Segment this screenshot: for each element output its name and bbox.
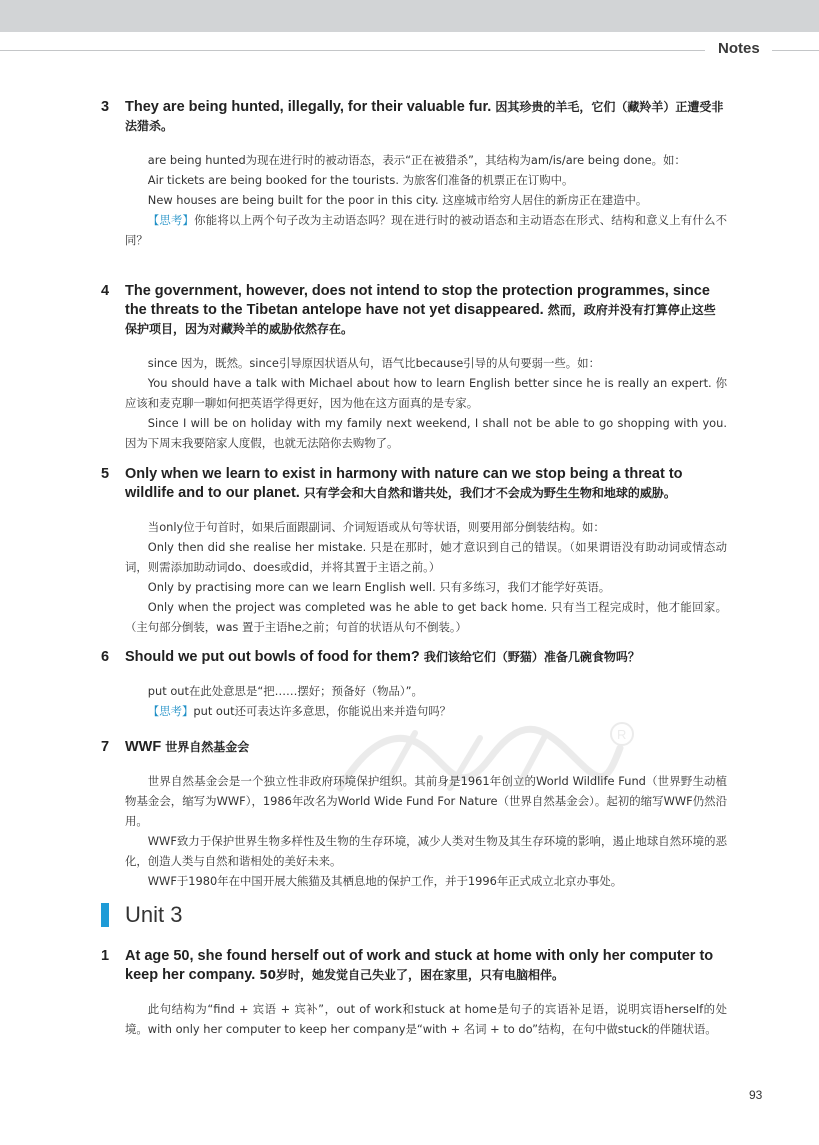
page-number: 93 xyxy=(749,1088,763,1102)
note-heading xyxy=(101,98,727,136)
note-en: They are being hunted, illegally, for their valuable fur. xyxy=(125,99,492,115)
note-7 xyxy=(101,738,727,891)
note-en: At age 50, she found herself out of work and stuck at home with only her computer to keep her company. xyxy=(125,948,714,983)
note-6 xyxy=(101,648,727,721)
note-paragraph: Since I will be on holiday with my family next weekend, I shall not be able to go shopping with you. 因为下周末我要陪家人度假，也就无法陪你去购物了。 xyxy=(125,416,727,450)
note-zh: 只有学会和大自然和谐共处，我们才不会成为野生生物和地球的威胁。 xyxy=(303,486,676,500)
note-3 xyxy=(101,98,727,250)
notes-rule-left xyxy=(0,50,705,51)
note-heading xyxy=(101,947,727,985)
note-paragraph: 世界自然基金会是一个独立性非政府环境保护组织。其前身是1961年创立的World Wildlife Fund（世界野生动植物基金会，缩写为WWF），1986年改名为World Wide Fund For Nature（世界自然基金会）。起初的缩写WWF仍然沿用。 xyxy=(125,774,727,828)
note-paragraph: New houses are being built for the poor in this city. 这座城市给穷人居住的新房正在建造中。 xyxy=(147,193,648,207)
note-heading xyxy=(101,648,727,667)
notes-rule-right xyxy=(772,50,819,51)
think-tag: 【思考】 xyxy=(147,213,195,227)
note-en: WWF xyxy=(125,739,162,755)
note-number: 3 xyxy=(101,99,110,115)
note-paragraph: are being hunted为现在进行时的被动语态，表示“正在被猎杀”，其结构为am/is/are being done。如： xyxy=(147,153,686,167)
note-zh: 然而，政府并没有打算停止这些保护项目，因为对藏羚羊的威胁依然存在。 xyxy=(125,303,716,336)
note-body xyxy=(101,150,727,250)
note-4 xyxy=(101,282,727,453)
note-paragraph: since 因为，既然。since引导原因状语从句，语气比because引导的从句要弱一些。如： xyxy=(147,356,600,370)
note-body xyxy=(101,681,727,721)
note-body xyxy=(101,771,727,891)
note-paragraph: 此句结构为“find + 宾语 + 宾补”，out of work和stuck at home是句子的宾语补足语，说明宾语herself的处境。with only her computer to keep her company是“with + 名词 + to do”结构，在句中做stuck的伴随状语。 xyxy=(125,1002,727,1036)
note-number: 5 xyxy=(101,466,110,482)
note-paragraph: Air tickets are being booked for the tourists. 为旅客们准备的机票正在订购中。 xyxy=(147,173,574,187)
note-zh: 我们该给它们（野猫）准备几碗食物吗？ xyxy=(423,650,640,664)
think-paragraph: 【思考】put out还可表达许多意思，你能说出来并造句吗？ xyxy=(147,704,451,718)
note-body xyxy=(101,999,727,1039)
note-number: 7 xyxy=(101,739,110,755)
unit-accent-bar xyxy=(101,903,109,927)
note-zh: 因其珍贵的羊毛，它们（藏羚羊）正遭受非法猎杀。 xyxy=(125,100,724,133)
note-5 xyxy=(101,465,727,637)
notes-heading: Notes xyxy=(718,40,760,57)
note-paragraph: Only when the project was completed was he able to get back home. 只有当工程完成时，他才能回家。（主句部分倒装，was 置于主语he之前；句首的状语从句不倒装。） xyxy=(125,600,727,634)
note-heading xyxy=(101,738,727,757)
note-paragraph: WWF于1980年在中国开展大熊猫及其栖息地的保护工作，并于1996年正式成立北京办事处。 xyxy=(147,874,623,888)
note-paragraph: put out在此处意思是“把……摆好；预备好（物品）”。 xyxy=(147,684,423,698)
top-bar xyxy=(0,0,819,32)
note-en: Should we put out bowls of food for them? xyxy=(125,649,420,665)
note-number: 6 xyxy=(101,649,110,665)
note-body xyxy=(101,353,727,453)
note-en: Only when we learn to exist in harmony with nature can we stop being a threat to wildlife and to our planet. xyxy=(125,466,683,501)
note-number: 4 xyxy=(101,283,110,299)
think-paragraph: 【思考】你能将以上两个句子改为主动语态吗？现在进行时的被动语态和主动语态在形式、结构和意义上有什么不同？ xyxy=(125,213,727,247)
think-tag: 【思考】 xyxy=(147,704,194,718)
note-paragraph: 当only位于句首时，如果后面跟副词、介词短语或从句等状语，则要用部分倒装结构。如： xyxy=(147,520,605,534)
note-heading xyxy=(101,465,727,503)
svg-text:R: R xyxy=(617,727,627,742)
unit-title: Unit 3 xyxy=(125,902,183,927)
note-en: The government, however, does not intend to stop the protection programmes, since the threats to the Tibetan antelope have not yet disappeared. xyxy=(125,283,710,318)
note-heading xyxy=(101,282,727,339)
note-paragraph: Only then did she realise her mistake. 只是在那时，她才意识到自己的错误。（如果谓语没有助动词或情态动词，则需添加助动词do、does或did，并将其置于主语之前。） xyxy=(125,540,727,574)
note-number: 1 xyxy=(101,948,110,964)
unit-note-1 xyxy=(101,947,727,1039)
note-paragraph: Only by practising more can we learn English well. 只有多练习，我们才能学好英语。 xyxy=(147,580,611,594)
note-paragraph: You should have a talk with Michael about how to learn English better since he is really an expert. 你应该和麦克聊一聊如何把英语学得更好，因为他在这方面真的是专家。 xyxy=(125,376,727,410)
note-zh: 世界自然基金会 xyxy=(165,740,250,754)
note-zh: 50岁时，她发觉自己失业了，困在家里，只有电脑相伴。 xyxy=(259,968,565,982)
note-body xyxy=(101,517,727,637)
note-paragraph: WWF致力于保护世界生物多样性及生物的生存环境，减少人类对生物及其生存环境的影响，遏止地球自然环境的恶化，创造人类与自然和谐相处的美好未来。 xyxy=(125,834,727,868)
